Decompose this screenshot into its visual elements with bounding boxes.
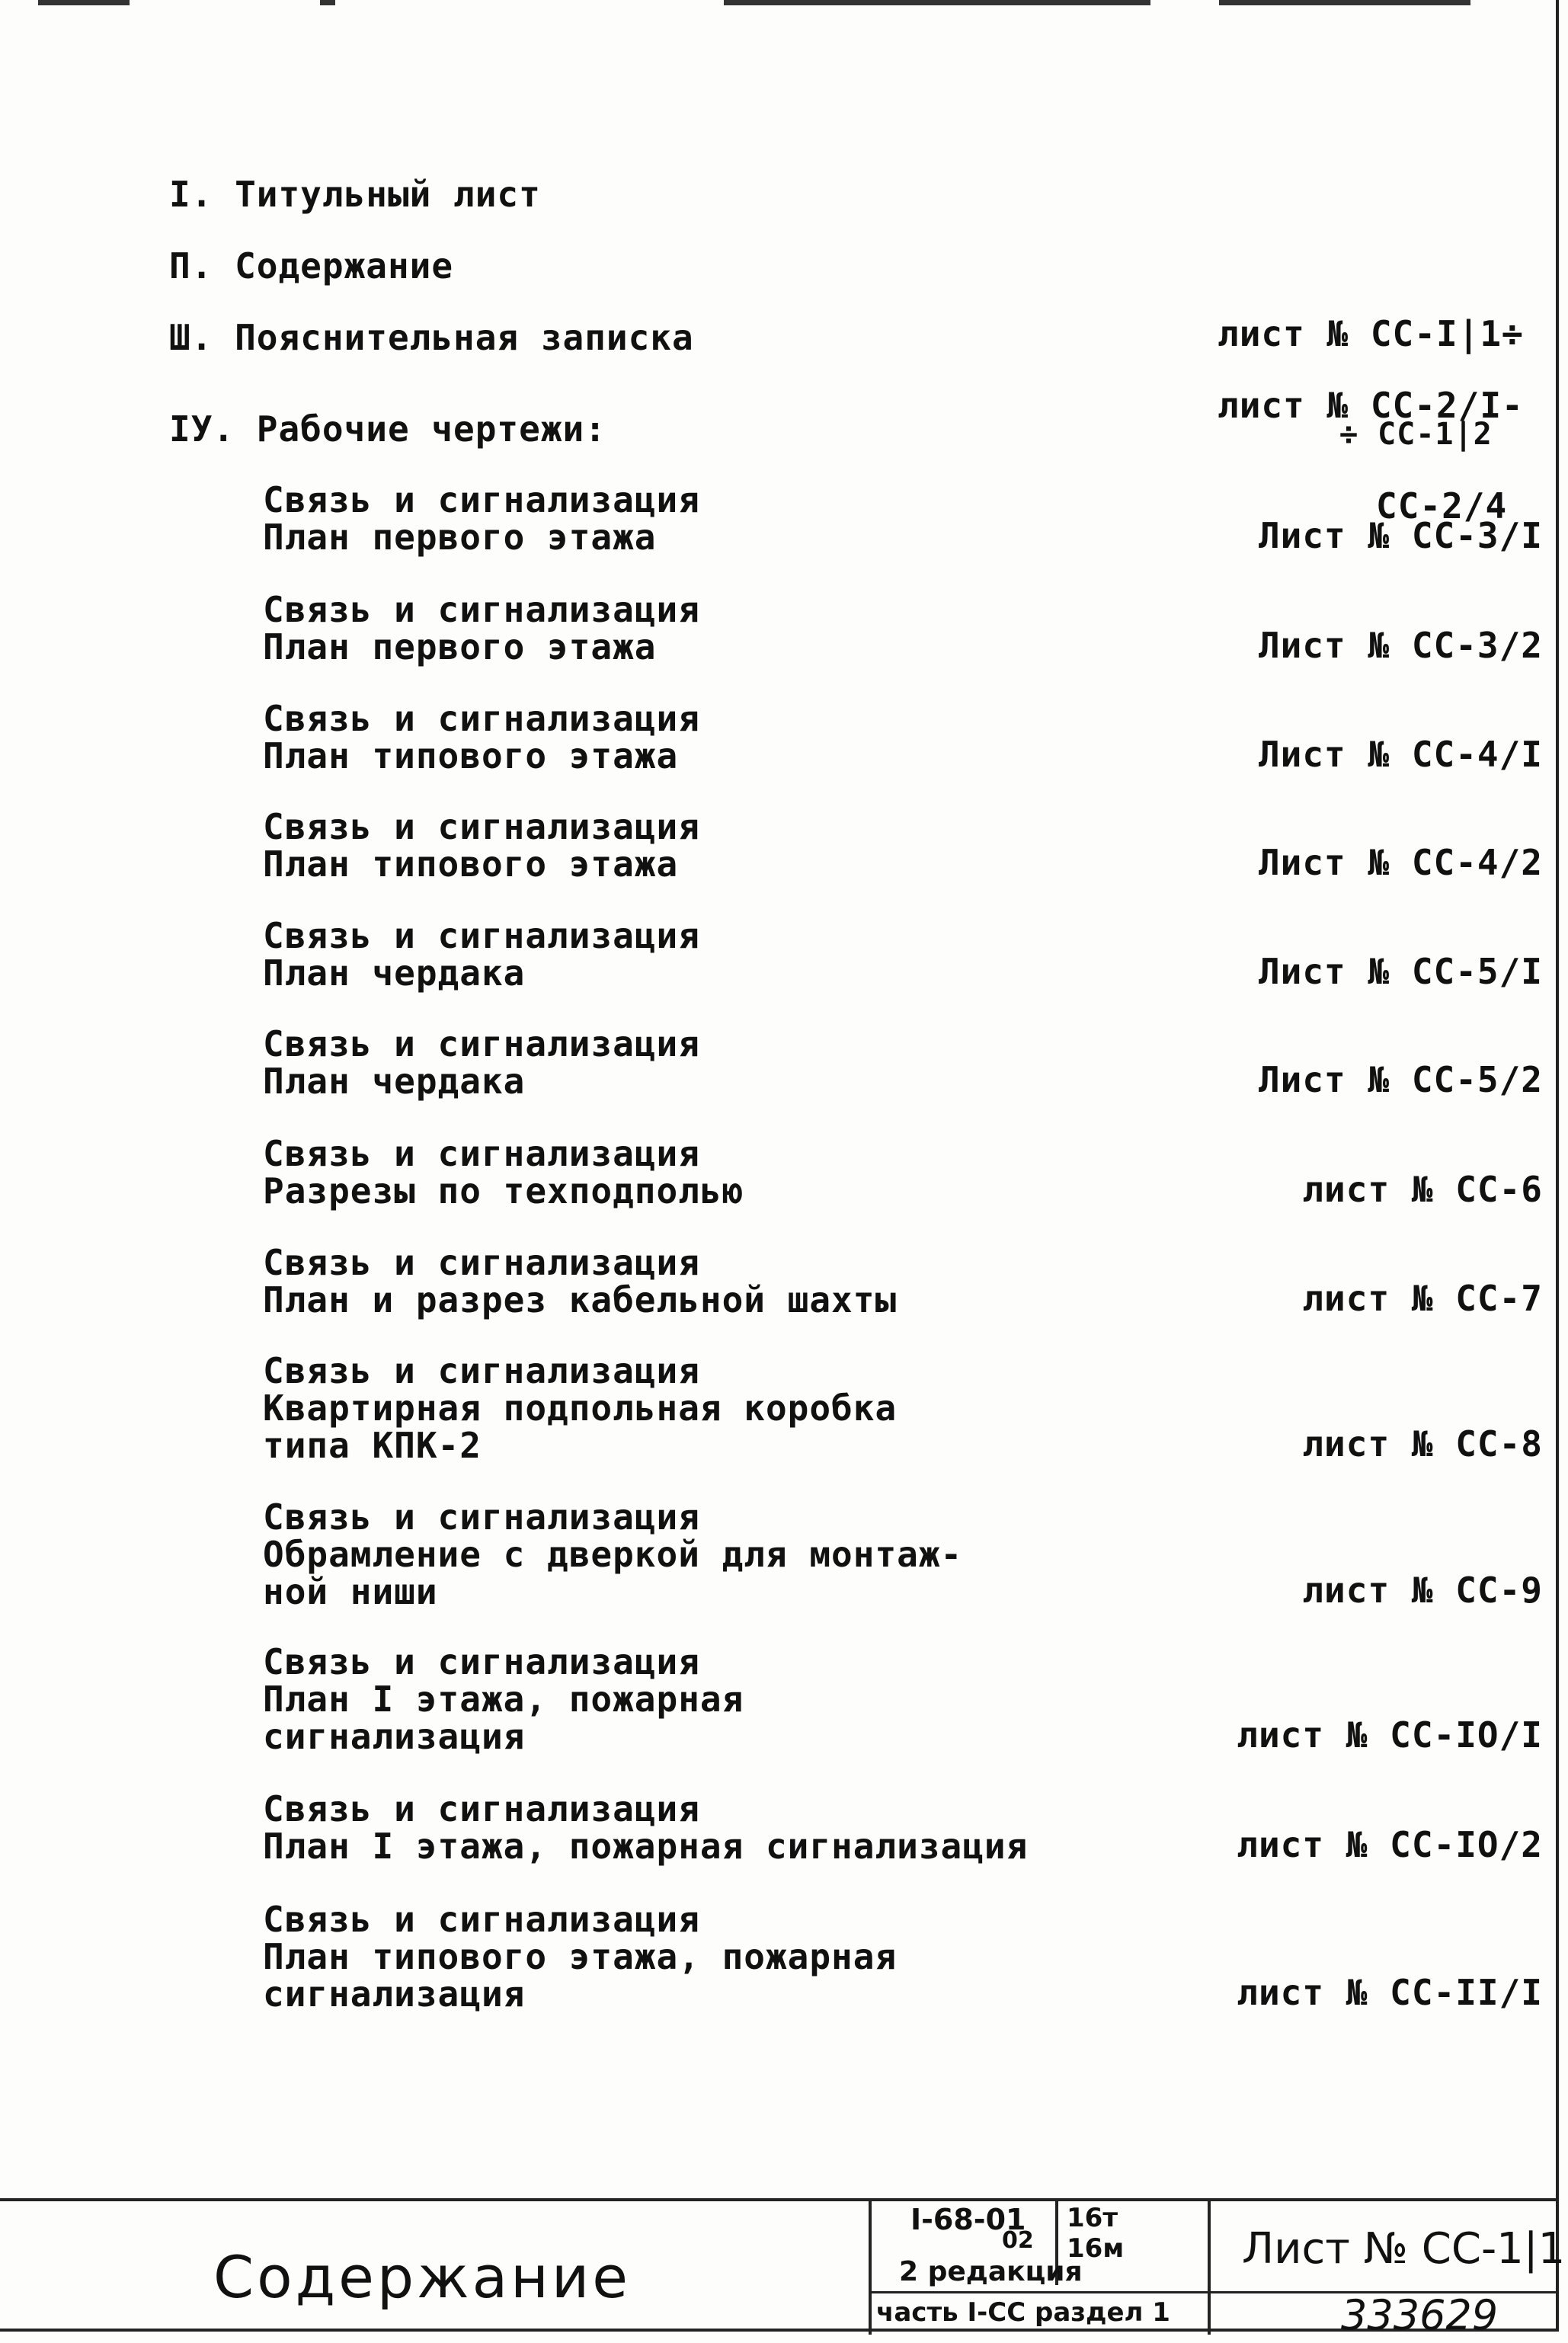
entry-cc-10-1 — [263, 1641, 1543, 1757]
title-block-series-b: 02 — [1002, 2227, 1034, 2254]
entry-description: Связь и сигнализация План I этажа, пожарная сигнализация — [263, 1788, 1029, 1867]
entry-cc-5-2 — [263, 1023, 1543, 1102]
section-3-sheet-b: СС-2/4 — [1376, 485, 1508, 527]
section-2-sheet-b: ÷ СС-1|2 — [1339, 417, 1493, 452]
entry-sheet-number: Лист № СС-4/2 — [1258, 842, 1543, 883]
entry-cc-3-2 — [263, 591, 1543, 666]
entry-description: Связь и сигнализация План первого этажа — [263, 589, 700, 667]
title-block-document-number: 333629 — [1341, 2291, 1499, 2339]
entry-sheet-number: лист № СС-9 — [1302, 1570, 1543, 1611]
entry-sheet-number: лист № СС-II/I — [1237, 1972, 1543, 2013]
section-2-title: Содержание — [235, 245, 454, 286]
entry-description: Связь и сигнализация План чердака — [263, 1023, 700, 1102]
entry-cc-9 — [263, 1496, 1543, 1612]
title-block-name: Содержание — [213, 2243, 631, 2311]
entry-cc-11-1 — [263, 1901, 1543, 2013]
top-scan-marks — [0, 0, 1568, 8]
section-2-number: П. — [169, 245, 213, 286]
section-4-number: IУ. — [169, 408, 235, 450]
title-block-part: часть I-СС раздел 1 — [876, 2297, 1170, 2328]
entry-description: Связь и сигнализация План первого этажа — [263, 479, 700, 558]
entry-description: Связь и сигнализация Обрамление с дверкой для монтаж- ной ниши — [263, 1496, 963, 1612]
entry-cc-4-1 — [263, 700, 1543, 775]
entry-description: Связь и сигнализация План типового этажа — [263, 806, 700, 885]
entry-cc-7 — [263, 1244, 1543, 1319]
title-block-sheet-number: Лист № СС-1|1 — [1242, 2224, 1566, 2274]
entry-sheet-number: лист № СС-IO/2 — [1237, 1824, 1543, 1865]
section-4-title: Рабочие чертежи: — [256, 408, 606, 450]
entry-sheet-number: Лист № СС-3/2 — [1258, 625, 1543, 666]
section-3-title: Пояснительная записка — [235, 317, 694, 358]
title-block-code-a: 16т — [1067, 2203, 1118, 2233]
section-1 — [169, 174, 541, 215]
section-2 — [169, 245, 453, 286]
entry-description: Связь и сигнализация План и разрез кабельной шахты — [263, 1242, 898, 1320]
entry-cc-10-2 — [263, 1788, 1543, 1867]
title-block-edition: 2 редакция — [899, 2256, 1083, 2287]
entry-description: Связь и сигнализация План типового этажа — [263, 698, 700, 776]
section-2-sheet-a: лист № СС-I|1÷ — [1218, 313, 1524, 354]
entry-description: Связь и сигнализация Разрезы по техподполью — [263, 1133, 744, 1212]
entry-description: Связь и сигнализация План I этажа, пожарная сигнализация — [263, 1641, 744, 1757]
entry-sheet-number: лист № СС-6 — [1302, 1169, 1543, 1210]
entry-sheet-number: Лист № СС-3/I — [1258, 515, 1543, 556]
entry-sheet-number: Лист № СС-5/I — [1258, 951, 1543, 992]
section-4 — [169, 408, 606, 450]
section-1-title: Титульный лист — [235, 174, 541, 215]
entry-sheet-number: Лист № СС-5/2 — [1258, 1059, 1543, 1100]
section-1-number: I. — [169, 174, 213, 215]
entry-sheet-number: лист № СС-IO/I — [1237, 1714, 1543, 1756]
title-block-series: I-68-01 — [910, 2203, 1026, 2236]
entry-cc-3-1 — [263, 479, 1543, 558]
entry-cc-8 — [263, 1352, 1543, 1464]
title-block-code-b: 16м — [1067, 2233, 1125, 2264]
entry-description: Связь и сигнализация План типового этажа, пожарная сигнализация — [263, 1899, 898, 2015]
entry-sheet-number: лист № СС-7 — [1302, 1278, 1543, 1319]
entry-sheet-number: лист № СС-8 — [1302, 1423, 1543, 1464]
section-3-number: Ш. — [169, 317, 213, 358]
entry-description: Связь и сигнализация Квартирная подпольная коробка типа КПК-2 — [263, 1350, 898, 1466]
entry-cc-6 — [263, 1135, 1543, 1210]
entry-cc-5-1 — [263, 917, 1543, 992]
entry-sheet-number: Лист № СС-4/I — [1258, 734, 1543, 775]
entry-description: Связь и сигнализация План чердака — [263, 915, 700, 994]
entry-cc-4-2 — [263, 808, 1543, 883]
section-3 — [169, 317, 694, 358]
title-block-grid — [869, 2201, 1566, 2339]
section-3-sheet-a: лист № СС-2/I- — [1218, 385, 1524, 426]
title-block — [0, 2198, 1566, 2339]
